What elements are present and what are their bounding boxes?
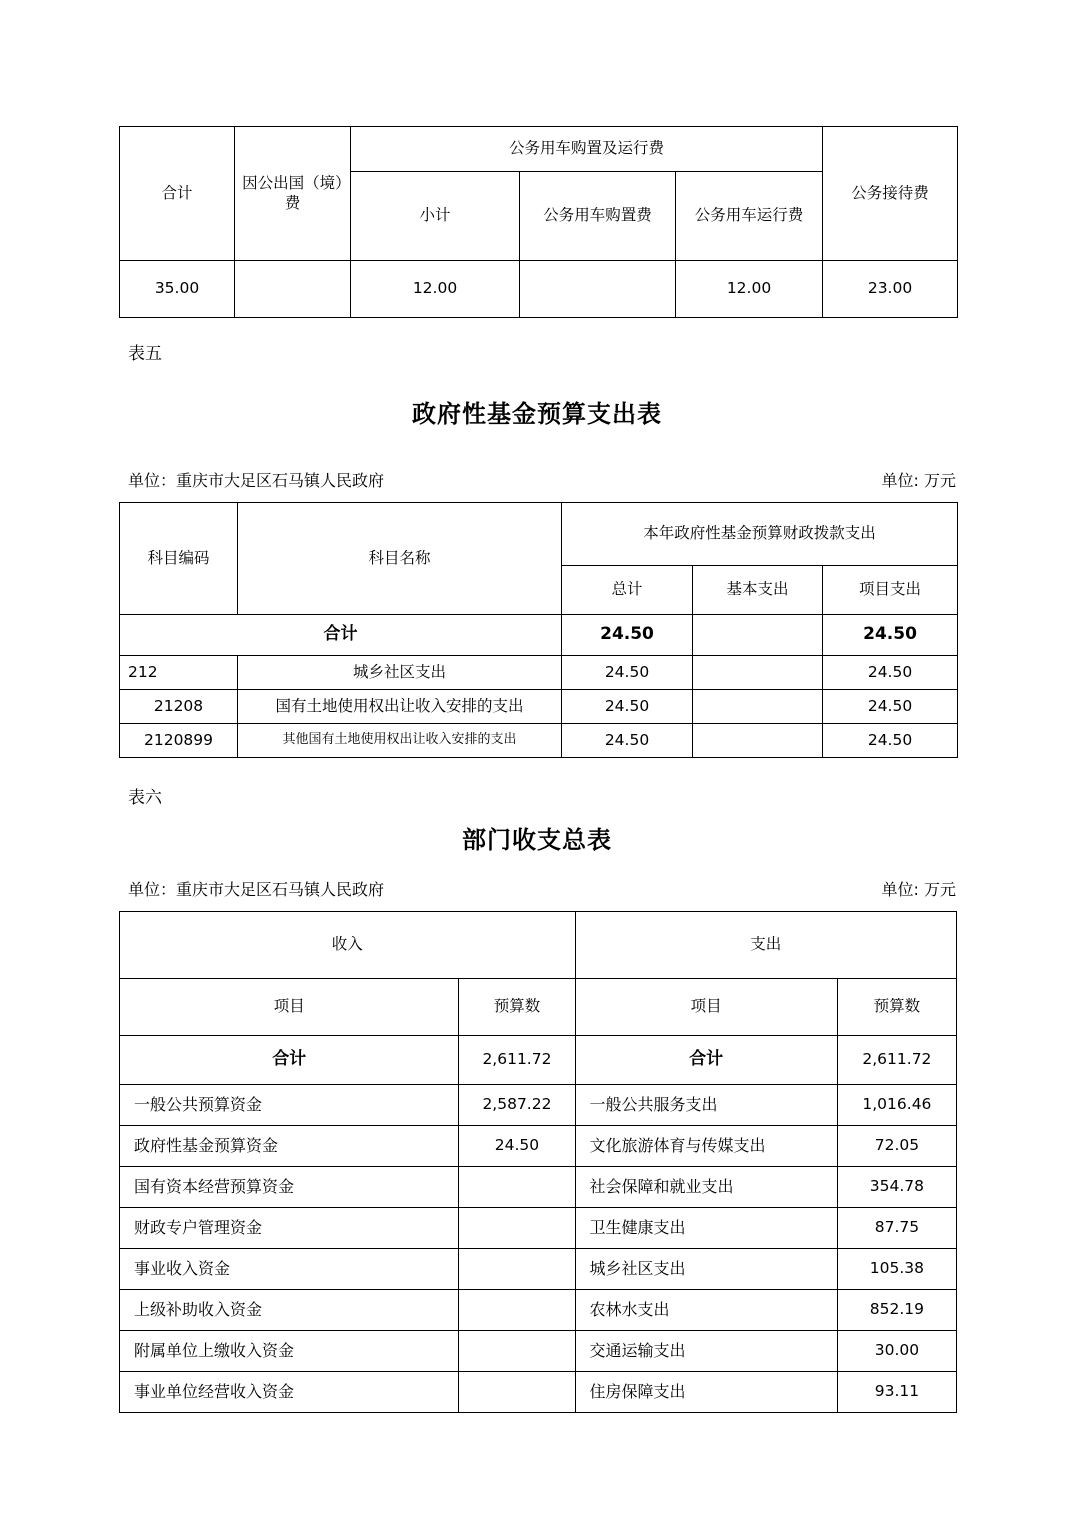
header-abroad-fee: 因公出国（境）费 bbox=[235, 127, 351, 261]
sheet5-label: 表五 bbox=[128, 344, 162, 364]
sheet5-unit-row bbox=[128, 468, 956, 491]
header-reception-fee: 公务接待费 bbox=[823, 127, 958, 261]
cell-basic bbox=[693, 690, 823, 724]
cell-project: 24.50 bbox=[823, 656, 958, 690]
header-fund-group: 本年政府性基金预算财政拨款支出 bbox=[562, 503, 958, 566]
cell-income-item: 政府性基金预算资金 bbox=[120, 1126, 459, 1167]
table-row bbox=[120, 1126, 957, 1167]
table-row bbox=[120, 979, 957, 1036]
row-total-label: 合计 bbox=[120, 615, 562, 656]
table-row bbox=[120, 1208, 957, 1249]
row-total-project: 24.50 bbox=[823, 615, 958, 656]
table-row bbox=[120, 690, 958, 724]
cell-code: 212 bbox=[120, 656, 238, 690]
cell-total-value: 35.00 bbox=[120, 261, 235, 318]
cell-income-value bbox=[459, 1167, 575, 1208]
header-subject-name: 科目名称 bbox=[238, 503, 562, 615]
table-row-total bbox=[120, 615, 958, 656]
cell-income-value bbox=[459, 1331, 575, 1372]
cell-project: 24.50 bbox=[823, 690, 958, 724]
cell-expense-value: 72.05 bbox=[837, 1126, 956, 1167]
cell-expense-item: 农林水支出 bbox=[575, 1290, 837, 1331]
cell-income-value: 24.50 bbox=[459, 1126, 575, 1167]
cell-income-value: 2,587.22 bbox=[459, 1085, 575, 1126]
header-income-item: 项目 bbox=[120, 979, 459, 1036]
header-total: 合计 bbox=[120, 127, 235, 261]
row-total-sum: 24.50 bbox=[562, 615, 693, 656]
cell-name: 其他国有土地使用权出让收入安排的支出 bbox=[238, 724, 562, 758]
table-row bbox=[120, 1331, 957, 1372]
cell-code: 21208 bbox=[120, 690, 238, 724]
cell-vehicle-purchase-value bbox=[520, 261, 676, 318]
department-revenue-expenditure-table bbox=[119, 911, 957, 1413]
row-total-income-label: 合计 bbox=[120, 1036, 459, 1085]
header-vehicle-operation: 公务用车运行费 bbox=[676, 172, 823, 261]
header-expense-group: 支出 bbox=[575, 912, 956, 979]
row-total-income-value: 2,611.72 bbox=[459, 1036, 575, 1085]
header-vehicle-subtotal: 小计 bbox=[351, 172, 520, 261]
sheet5-unit-left: 单位：重庆市大足区石马镇人民政府 bbox=[128, 471, 385, 490]
table-row bbox=[120, 503, 958, 566]
three-public-expense-table bbox=[119, 126, 958, 318]
cell-name: 城乡社区支出 bbox=[238, 656, 562, 690]
cell-code: 2120899 bbox=[120, 724, 238, 758]
row-total-expense-value: 2,611.72 bbox=[837, 1036, 956, 1085]
cell-income-item: 财政专户管理资金 bbox=[120, 1208, 459, 1249]
cell-sum: 24.50 bbox=[562, 656, 693, 690]
cell-income-value bbox=[459, 1249, 575, 1290]
government-fund-expenditure-table bbox=[119, 502, 958, 758]
table-row bbox=[120, 1167, 957, 1208]
cell-expense-item: 文化旅游体育与传媒支出 bbox=[575, 1126, 837, 1167]
table-row bbox=[120, 1249, 957, 1290]
table-row bbox=[120, 1372, 957, 1413]
cell-vehicle-operation-value: 12.00 bbox=[676, 261, 823, 318]
header-income-budget: 预算数 bbox=[459, 979, 575, 1036]
sheet5-title: 政府性基金预算支出表 bbox=[412, 400, 662, 428]
header-income-group: 收入 bbox=[120, 912, 576, 979]
cell-income-item: 上级补助收入资金 bbox=[120, 1290, 459, 1331]
sheet6-unit-row bbox=[128, 877, 956, 900]
row-total-basic bbox=[693, 615, 823, 656]
cell-income-item: 事业收入资金 bbox=[120, 1249, 459, 1290]
cell-expense-item: 一般公共服务支出 bbox=[575, 1085, 837, 1126]
cell-income-item: 一般公共预算资金 bbox=[120, 1085, 459, 1126]
table-row bbox=[120, 1085, 957, 1126]
table-row bbox=[120, 912, 957, 979]
header-subject-code: 科目编码 bbox=[120, 503, 238, 615]
cell-expense-value: 1,016.46 bbox=[837, 1085, 956, 1126]
cell-expense-value: 105.38 bbox=[837, 1249, 956, 1290]
table-row bbox=[120, 261, 958, 318]
cell-sum: 24.50 bbox=[562, 724, 693, 758]
sheet6-label: 表六 bbox=[128, 788, 162, 808]
cell-income-item: 国有资本经营预算资金 bbox=[120, 1167, 459, 1208]
header-expense-item: 项目 bbox=[575, 979, 837, 1036]
cell-vehicle-subtotal-value: 12.00 bbox=[351, 261, 520, 318]
header-basic-expense: 基本支出 bbox=[693, 566, 823, 615]
table-row-total bbox=[120, 1036, 957, 1085]
cell-expense-value: 354.78 bbox=[837, 1167, 956, 1208]
cell-expense-item: 城乡社区支出 bbox=[575, 1249, 837, 1290]
cell-expense-value: 30.00 bbox=[837, 1331, 956, 1372]
cell-reception-value: 23.00 bbox=[823, 261, 958, 318]
cell-expense-value: 852.19 bbox=[837, 1290, 956, 1331]
cell-income-value bbox=[459, 1208, 575, 1249]
cell-basic bbox=[693, 724, 823, 758]
header-project-expense: 项目支出 bbox=[823, 566, 958, 615]
header-sum: 总计 bbox=[562, 566, 693, 615]
sheet6-unit-left: 单位：重庆市大足区石马镇人民政府 bbox=[128, 880, 385, 899]
header-vehicle-group: 公务用车购置及运行费 bbox=[351, 127, 823, 172]
cell-income-item: 事业单位经营收入资金 bbox=[120, 1372, 459, 1413]
sheet6-title: 部门收支总表 bbox=[462, 826, 612, 854]
table-row bbox=[120, 656, 958, 690]
cell-abroad-value bbox=[235, 261, 351, 318]
table-row bbox=[120, 724, 958, 758]
header-vehicle-purchase: 公务用车购置费 bbox=[520, 172, 676, 261]
sheet5-unit-right: 单位: 万元 bbox=[881, 471, 956, 490]
cell-basic bbox=[693, 656, 823, 690]
cell-expense-value: 87.75 bbox=[837, 1208, 956, 1249]
cell-income-value bbox=[459, 1290, 575, 1331]
cell-name: 国有土地使用权出让收入安排的支出 bbox=[238, 690, 562, 724]
cell-project: 24.50 bbox=[823, 724, 958, 758]
cell-expense-item: 社会保障和就业支出 bbox=[575, 1167, 837, 1208]
sheet6-unit-right: 单位: 万元 bbox=[881, 880, 956, 899]
cell-sum: 24.50 bbox=[562, 690, 693, 724]
cell-income-item: 附属单位上缴收入资金 bbox=[120, 1331, 459, 1372]
table-row bbox=[120, 1290, 957, 1331]
cell-expense-value: 93.11 bbox=[837, 1372, 956, 1413]
cell-expense-item: 卫生健康支出 bbox=[575, 1208, 837, 1249]
cell-expense-item: 住房保障支出 bbox=[575, 1372, 837, 1413]
cell-income-value bbox=[459, 1372, 575, 1413]
row-total-expense-label: 合计 bbox=[575, 1036, 837, 1085]
cell-expense-item: 交通运输支出 bbox=[575, 1331, 837, 1372]
table-row bbox=[120, 127, 958, 172]
header-expense-budget: 预算数 bbox=[837, 979, 956, 1036]
